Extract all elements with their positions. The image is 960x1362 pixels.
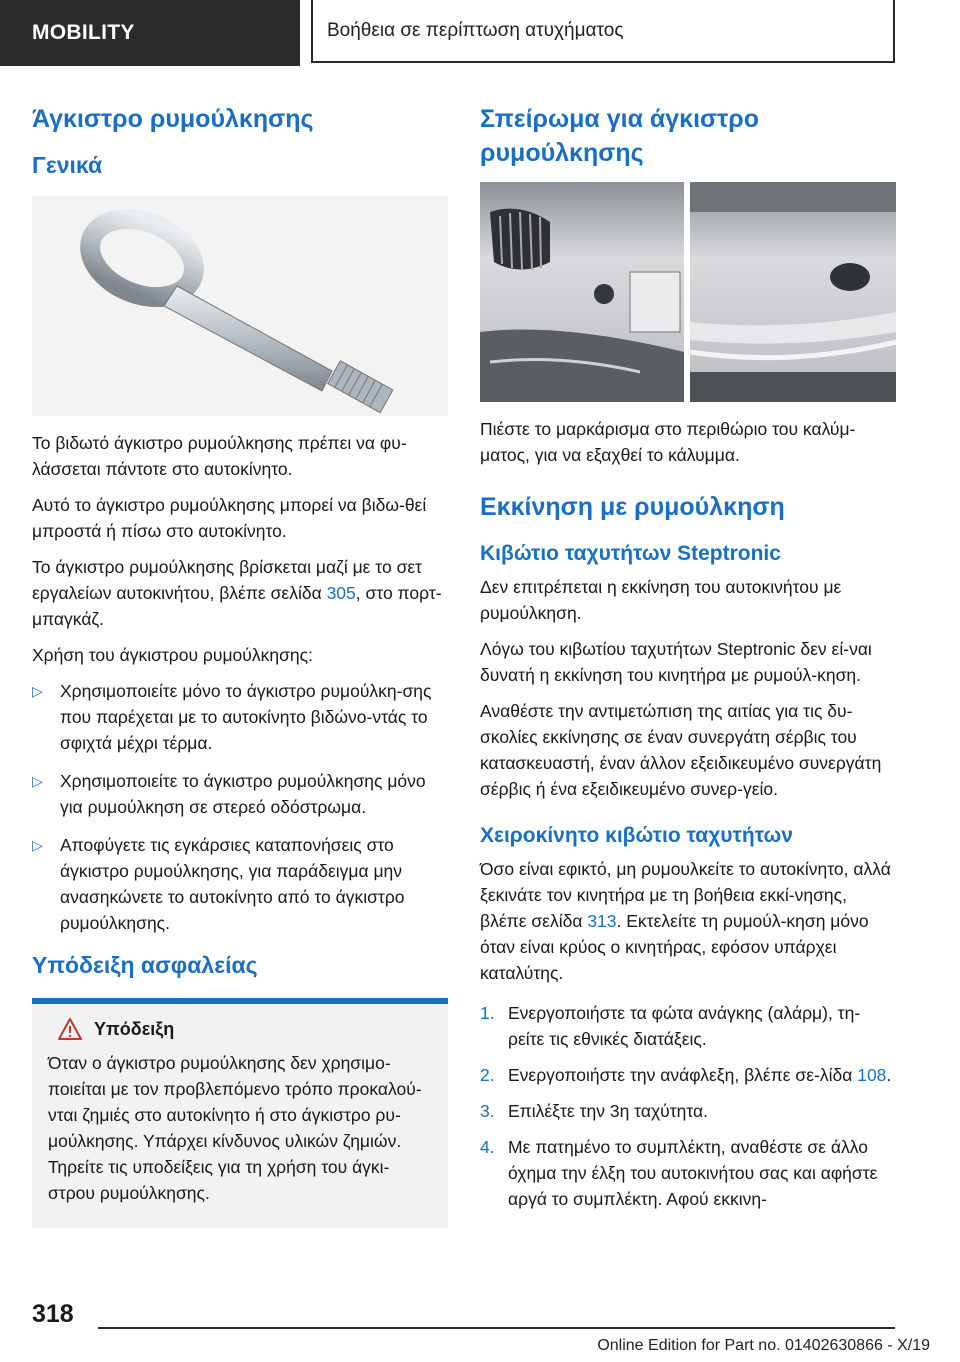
tow-hook-illustration: [32, 196, 448, 416]
section-tab: MOBILITY: [0, 0, 300, 66]
list-item: ▷ Αποφύγετε τις εγκάρσιες καταπονήσεις στο άγκιστρο ρυμούλκησης, για παράδειγμα μην ανασηκώνετε το αυτοκίνητο από το άγκιστρο ρυμούλκησης.: [32, 832, 448, 936]
subheading-general: Γενικά: [32, 152, 103, 178]
page-link-305[interactable]: 305: [326, 583, 356, 603]
right-column: [480, 102, 896, 1222]
list-item: 4. Με πατημένο το συμπλέκτη, αναθέστε σε άλλο όχημα την έλξη του αυτοκινήτου σας και αφήστε αργά το συμπλέκτη. Αφού εκκινη-: [480, 1134, 896, 1212]
page-header: [0, 0, 960, 66]
page-link-108[interactable]: 108: [857, 1065, 887, 1085]
step-number: 3.: [480, 1101, 495, 1121]
edition-note: Online Edition for Part no. 01402630866 - X/19: [597, 1337, 930, 1354]
section-title-tow-hook: Άγκιστρο ρυμούλκησης: [32, 105, 314, 133]
notice-text: Όταν ο άγκιστρο ρυμούλκησης δεν χρησιμο-ποιείται με τον προβλεπόμενο τρόπο προκαλού-νται ζημιές στο αυτοκίνητο ή στο άγκιστρο ρυ-μούλκησης. Υπάρχει κίνδυνος υλικών ζημιών. Τηρείτε τις υποδείξεις για τη χρήση του άγκι-στρου ρυμούλκησης.: [48, 1053, 422, 1203]
paragraph-steptronic-1: Δεν επιτρέπεται η εκκίνηση του αυτοκινήτου με ρυμούλκηση.: [480, 577, 842, 623]
triangle-bullet-icon: ▷: [32, 683, 43, 699]
paragraph-steptronic-2: Λόγω του κιβωτίου ταχυτήτων Steptronic δεν εί-ναι δυνατή η εκκίνηση του κινητήρα με ρυμούλ-κηση.: [480, 639, 872, 685]
step-number: 1.: [480, 1003, 495, 1023]
paragraph-storage: Το βιδωτό άγκιστρο ρυμούλκησης πρέπει να φυ-λάσσεται πάντοτε στο αυτοκίνητο.: [32, 433, 407, 479]
step-number: 4.: [480, 1137, 495, 1157]
paragraph-manual: Όσο είναι εφικτό, μη ρυμουλκείτε το αυτοκίνητο, αλλά ξεκινάτε τον κινητήρα με τη βοήθεια εκκί-νησης, βλέπε σελίδα 313. Εκτελείτε τη ρυμούλ-κηση μόνο όταν είναι κρύος ο κινητήρας, εφόσον υπάρχει καταλύτης.: [480, 859, 891, 983]
section-title-thread: Σπείρωμα για άγκιστρο ρυμούλκησης: [480, 105, 760, 167]
warning-triangle-icon: [58, 1018, 82, 1040]
paragraph-cover-removal: Πιέστε το μαρκάρισμα στο περιθώριο του καλύμ-ματος, για να εξαχθεί το κάλυμμα.: [480, 419, 856, 465]
list-item: 1. Ενεργοποιήστε τα φώτα ανάγκης (αλάρμ), τη-ρείτε τις εθνικές διατάξεις.: [480, 1000, 896, 1052]
safety-notice-box: [32, 998, 448, 1228]
page-footer: [0, 1290, 960, 1362]
paragraph-usage-intro: Χρήση του άγκιστρου ρυμούλκησης:: [32, 645, 313, 665]
usage-bullet-list: [32, 678, 448, 936]
chapter-title: Βοήθεια σε περίπτωση ατυχήματος: [311, 0, 895, 63]
triangle-bullet-icon: ▷: [32, 773, 43, 789]
list-item: 3. Επιλέξτε την 3η ταχύτητα.: [480, 1098, 896, 1124]
tow-start-steps: [480, 1000, 896, 1212]
car-front-bumper-icon: [480, 182, 896, 402]
notice-title: Υπόδειξη: [48, 1018, 432, 1040]
list-item: ▷ Χρησιμοποιείτε μόνο το άγκιστρο ρυμούλκη-σης που παρέχεται με το αυτοκίνητο βιδώνο-ντάς το σφιχτά μέχρι τέρμα.: [32, 678, 448, 756]
left-column: [32, 102, 448, 1228]
list-item: 2. Ενεργοποιήστε την ανάφλεξη, βλέπε σε-λίδα 108.: [480, 1062, 896, 1088]
bumper-cover-photos: [480, 182, 896, 402]
list-item: ▷ Χρησιμοποιείτε το άγκιστρο ρυμούλκησης μόνο για ρυμούλκηση σε στερεό οδόστρωμα.: [32, 768, 448, 820]
page-link-313[interactable]: 313: [587, 911, 617, 931]
paragraph-location: Το άγκιστρο ρυμούλκησης βρίσκεται μαζί με το σετ εργαλείων αυτοκινήτου, βλέπε σελίδα 305, στο πορτ-μπαγκάζ.: [32, 557, 442, 629]
triangle-bullet-icon: ▷: [32, 837, 43, 853]
paragraph-steptronic-3: Αναθέστε την αντιμετώπιση της αιτίας για τις δυ-σκολίες εκκίνησης σε έναν συνεργάτη σέρβις του κατασκευαστή, έναν άλλον εξειδικευμένο συνεργάτη σέρβις ή ένα εξειδικευμένο συνερ-γείο.: [480, 701, 882, 799]
footer-divider: [98, 1327, 895, 1329]
tow-hook-icon: [32, 196, 448, 416]
section-title-tow-start: Εκκίνηση με ρυμούλκηση: [480, 493, 785, 521]
paragraph-mounting: Αυτό το άγκιστρο ρυμούλκησης μπορεί να βιδω-θεί μπροστά ή πίσω στο αυτοκίνητο.: [32, 495, 427, 541]
subheading-safety: Υπόδειξη ασφαλείας: [32, 952, 258, 978]
step-number: 2.: [480, 1065, 495, 1085]
subheading-manual: Χειροκίνητο κιβώτιο ταχυτήτων: [480, 824, 793, 847]
subheading-steptronic: Κιβώτιο ταχυτήτων Steptronic: [480, 542, 781, 565]
page-number: 318: [32, 1300, 74, 1328]
